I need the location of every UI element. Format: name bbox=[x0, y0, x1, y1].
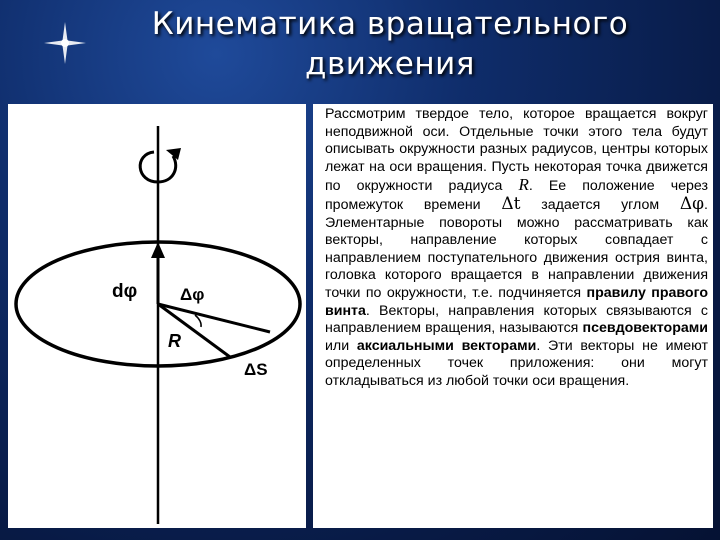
body-text-6: или bbox=[325, 337, 357, 354]
body-text-1: Рассмотрим твердое тело, которое вращается вокруг неподвижной оси. Отдельные точки этого тела будут описывать окружности разных радиусов, центры которых лежат на оси вращения. Пусть некоторая точка движется по окружности радиуса bbox=[325, 106, 708, 195]
label-delta-s: ΔS bbox=[244, 360, 268, 379]
dphi-vector-arrowhead bbox=[151, 242, 165, 258]
rotation-diagram-svg bbox=[8, 104, 306, 528]
radius-symbol: R bbox=[518, 175, 529, 195]
body-text-3: задается углом bbox=[520, 196, 680, 213]
text-panel bbox=[313, 104, 713, 528]
body-text-7: . Эти векторы не имеют определенных точек приложения: они могут откладываться из любой точки оси вращения. bbox=[325, 337, 708, 389]
sparkle-star-icon bbox=[40, 18, 90, 68]
right-screw-rule: правилу правого винта bbox=[325, 284, 708, 319]
angle-arc bbox=[195, 315, 201, 327]
title-line-2: движения bbox=[305, 46, 475, 82]
body-text-2: . Ее положение через промежуток времени bbox=[325, 178, 708, 213]
title-line-1: Кинематика вращательного bbox=[151, 6, 629, 42]
body-text-4: . Элементарные повороты можно рассматривать как векторы, направление которых совпадает с направлением поступательного движения острия винта, головка которого вращается в направлении движения точки по окружности, т.е. подчиняется bbox=[325, 196, 708, 301]
axial-vectors-term: аксиальными векторами bbox=[356, 337, 537, 354]
label-delta-phi: Δφ bbox=[180, 285, 205, 304]
delta-t-symbol: Δt bbox=[501, 193, 521, 214]
rotation-diagram bbox=[8, 104, 306, 528]
body-paragraph bbox=[325, 106, 708, 391]
pseudovectors-term: псевдовекторами bbox=[582, 320, 708, 337]
label-R: R bbox=[168, 331, 181, 351]
slide-title bbox=[120, 4, 660, 84]
body-text-5: . Векторы, направления которых связываются с направлением вращения, называются bbox=[325, 302, 708, 337]
delta-phi-symbol: Δφ bbox=[679, 193, 705, 214]
label-dphi: dφ bbox=[112, 281, 138, 302]
